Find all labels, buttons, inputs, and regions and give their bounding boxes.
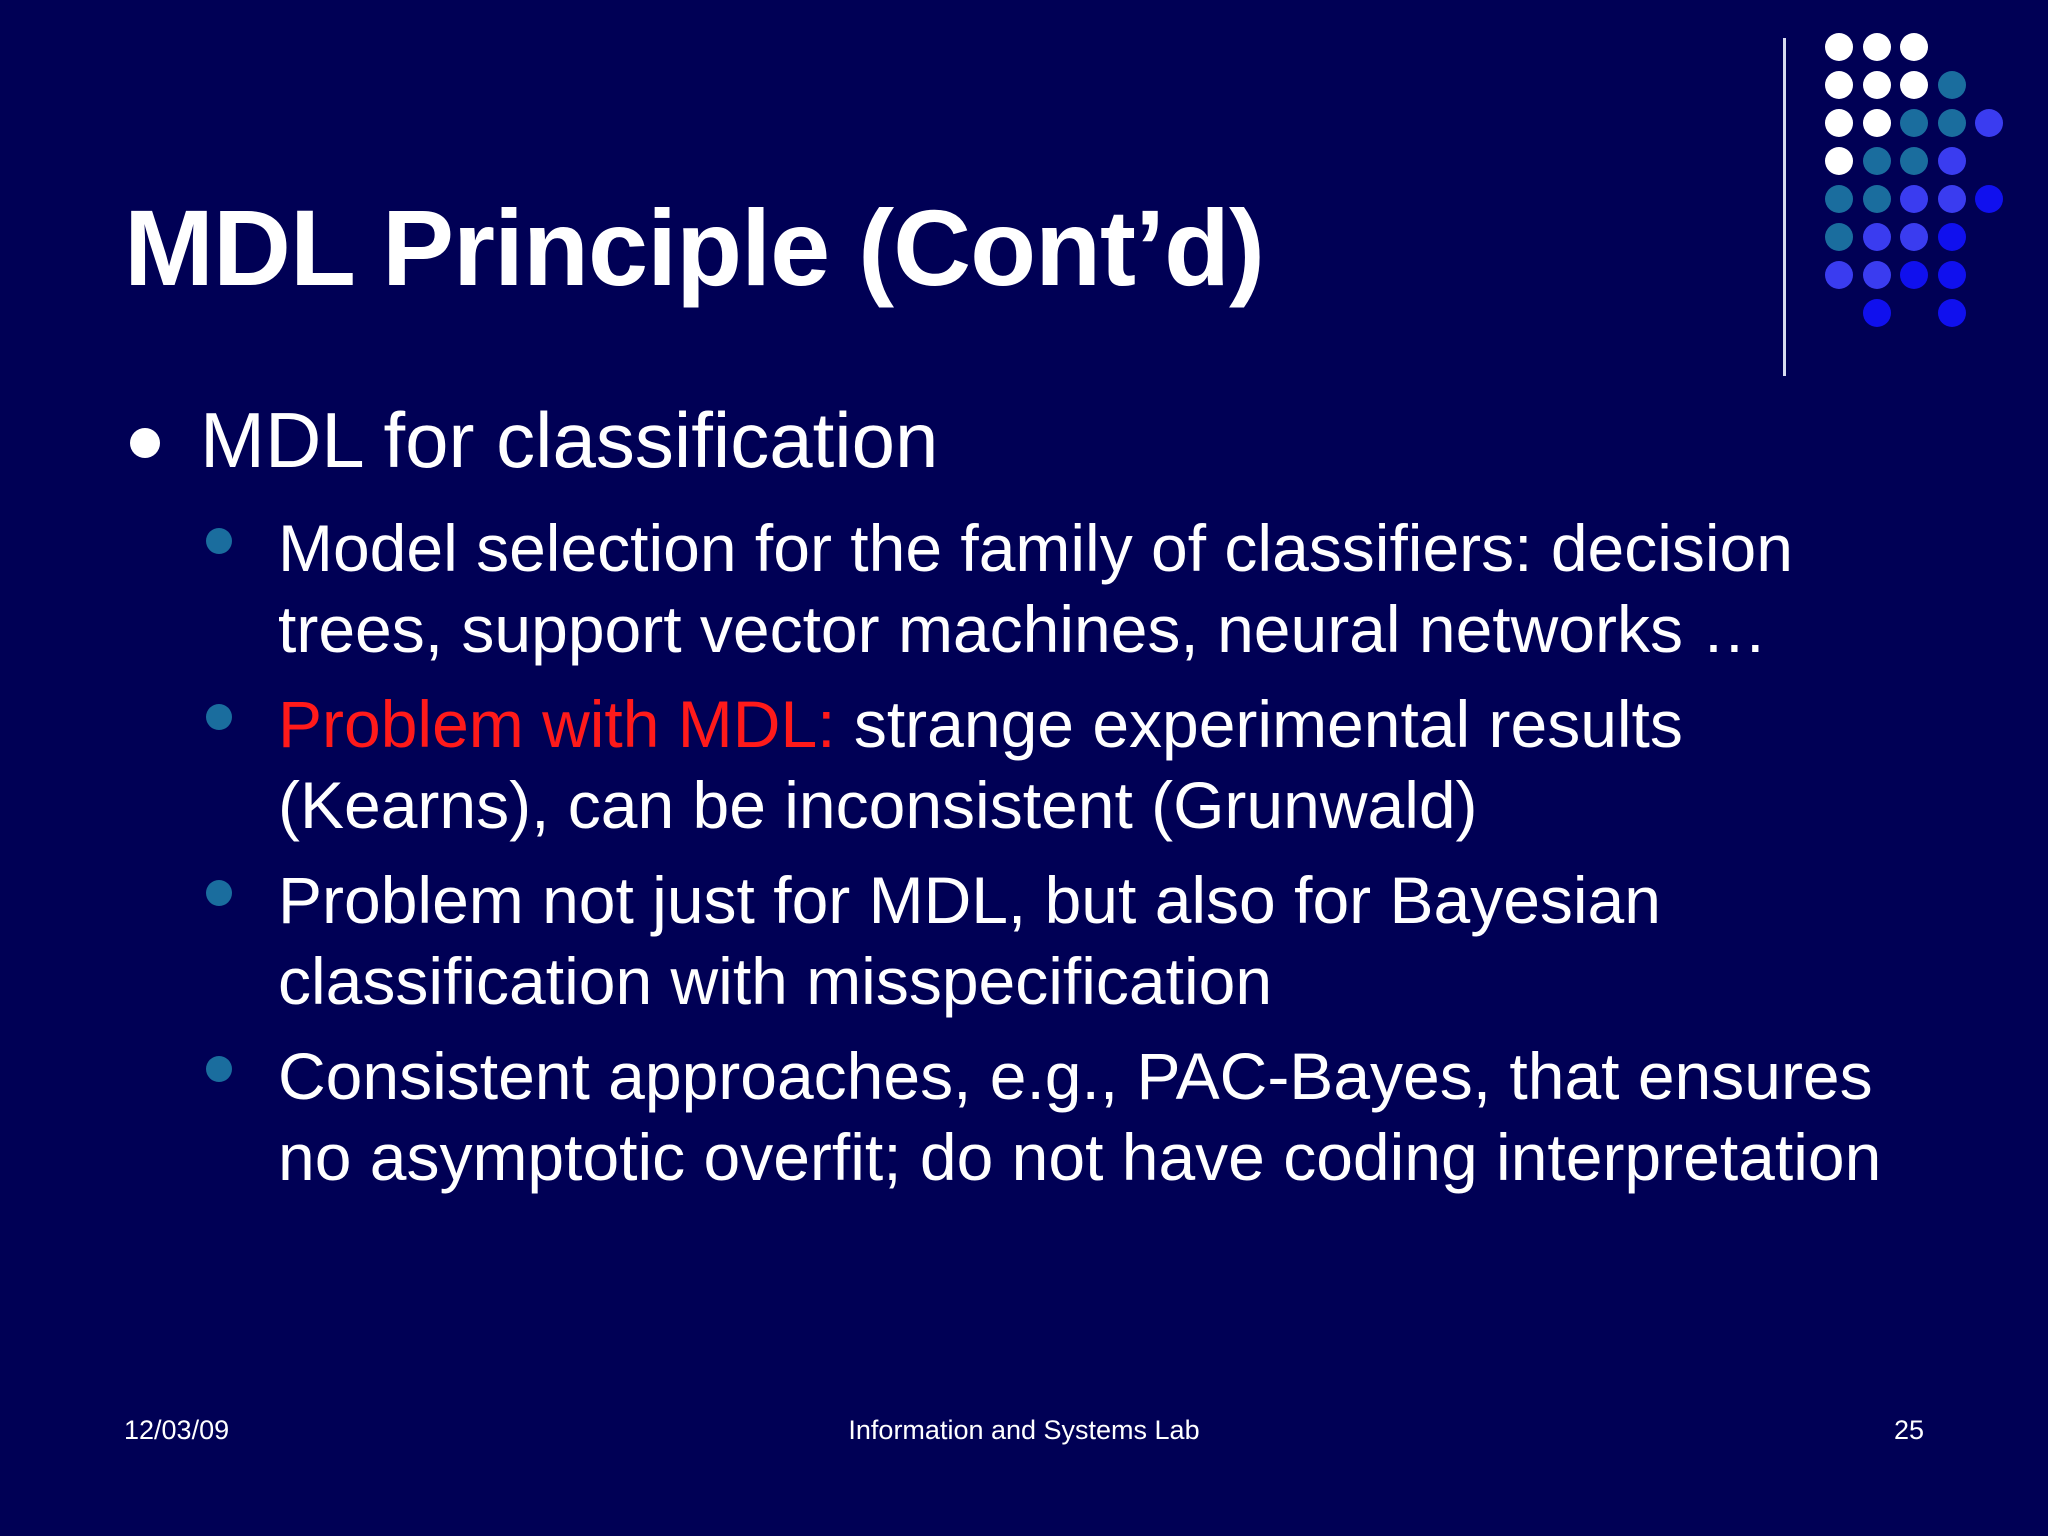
decorative-dot xyxy=(1825,33,1853,61)
decorative-dot xyxy=(1825,261,1853,289)
sub-bullet-text: strange experimental results (Kearns), can be inconsistent (Grunwald) xyxy=(278,687,1683,842)
decorative-divider-line xyxy=(1783,38,1786,376)
sub-bullet-item xyxy=(200,508,1940,670)
sub-bullet-list xyxy=(200,508,1940,1198)
slide-title: MDL Principle (Cont’d) xyxy=(124,187,1264,308)
footer-date: 12/03/09 xyxy=(124,1415,230,1445)
decorative-dot xyxy=(1825,223,1853,251)
decorative-dot xyxy=(1900,223,1928,251)
main-bullet-text: MDL for classification xyxy=(200,396,939,484)
sub-bullet-dot-icon xyxy=(206,1056,232,1082)
decorative-dot xyxy=(1863,33,1891,61)
sub-bullet-text: Model selection for the family of classifiers: decision trees, support vector machines, neural networks … xyxy=(278,511,1793,666)
decorative-dot xyxy=(1863,147,1891,175)
decorative-dot xyxy=(1900,261,1928,289)
decorative-dot xyxy=(1938,147,1966,175)
decorative-dot xyxy=(1900,185,1928,213)
decorative-dot xyxy=(1975,109,2003,137)
decorative-dot xyxy=(1863,71,1891,99)
decorative-dot xyxy=(1938,223,1966,251)
decorative-dot xyxy=(1900,33,1928,61)
footer-page-number: 25 xyxy=(1893,1415,1924,1445)
sub-bullet-highlight: Problem with MDL: xyxy=(278,687,836,761)
decorative-dot xyxy=(1900,109,1928,137)
footer-lab-name: Information and Systems Lab xyxy=(848,1415,1200,1445)
sub-bullet-dot-icon xyxy=(206,704,232,730)
decorative-dot xyxy=(1900,147,1928,175)
bullet-dot-icon xyxy=(130,428,160,458)
sub-bullet-text: Consistent approaches, e.g., PAC-Bayes, that ensures no asymptotic overfit; do not have coding interpretation xyxy=(278,1039,1882,1194)
decorative-dot xyxy=(1938,71,1966,99)
decorative-dot xyxy=(1825,147,1853,175)
decorative-dot xyxy=(1825,109,1853,137)
decorative-dot xyxy=(1863,223,1891,251)
decorative-dot xyxy=(1863,109,1891,137)
decorative-dot xyxy=(1938,261,1966,289)
decorative-dot xyxy=(1938,185,1966,213)
decorative-dot xyxy=(1938,109,1966,137)
decorative-dot xyxy=(1863,185,1891,213)
sub-bullet-dot-icon xyxy=(206,880,232,906)
decorative-dot xyxy=(1975,185,2003,213)
sub-bullet-item xyxy=(200,860,1940,1022)
decorative-dot xyxy=(1825,71,1853,99)
sub-bullet-dot-icon xyxy=(206,528,232,554)
sub-bullet-item xyxy=(200,1036,1940,1198)
decorative-dot xyxy=(1863,299,1891,327)
decorative-dot xyxy=(1825,185,1853,213)
decorative-dot xyxy=(1938,299,1966,327)
sub-bullet-item xyxy=(200,684,1940,846)
sub-bullet-text: Problem not just for MDL, but also for Bayesian classification with misspecification xyxy=(278,863,1661,1018)
decorative-dot xyxy=(1863,261,1891,289)
decorative-dot xyxy=(1900,71,1928,99)
